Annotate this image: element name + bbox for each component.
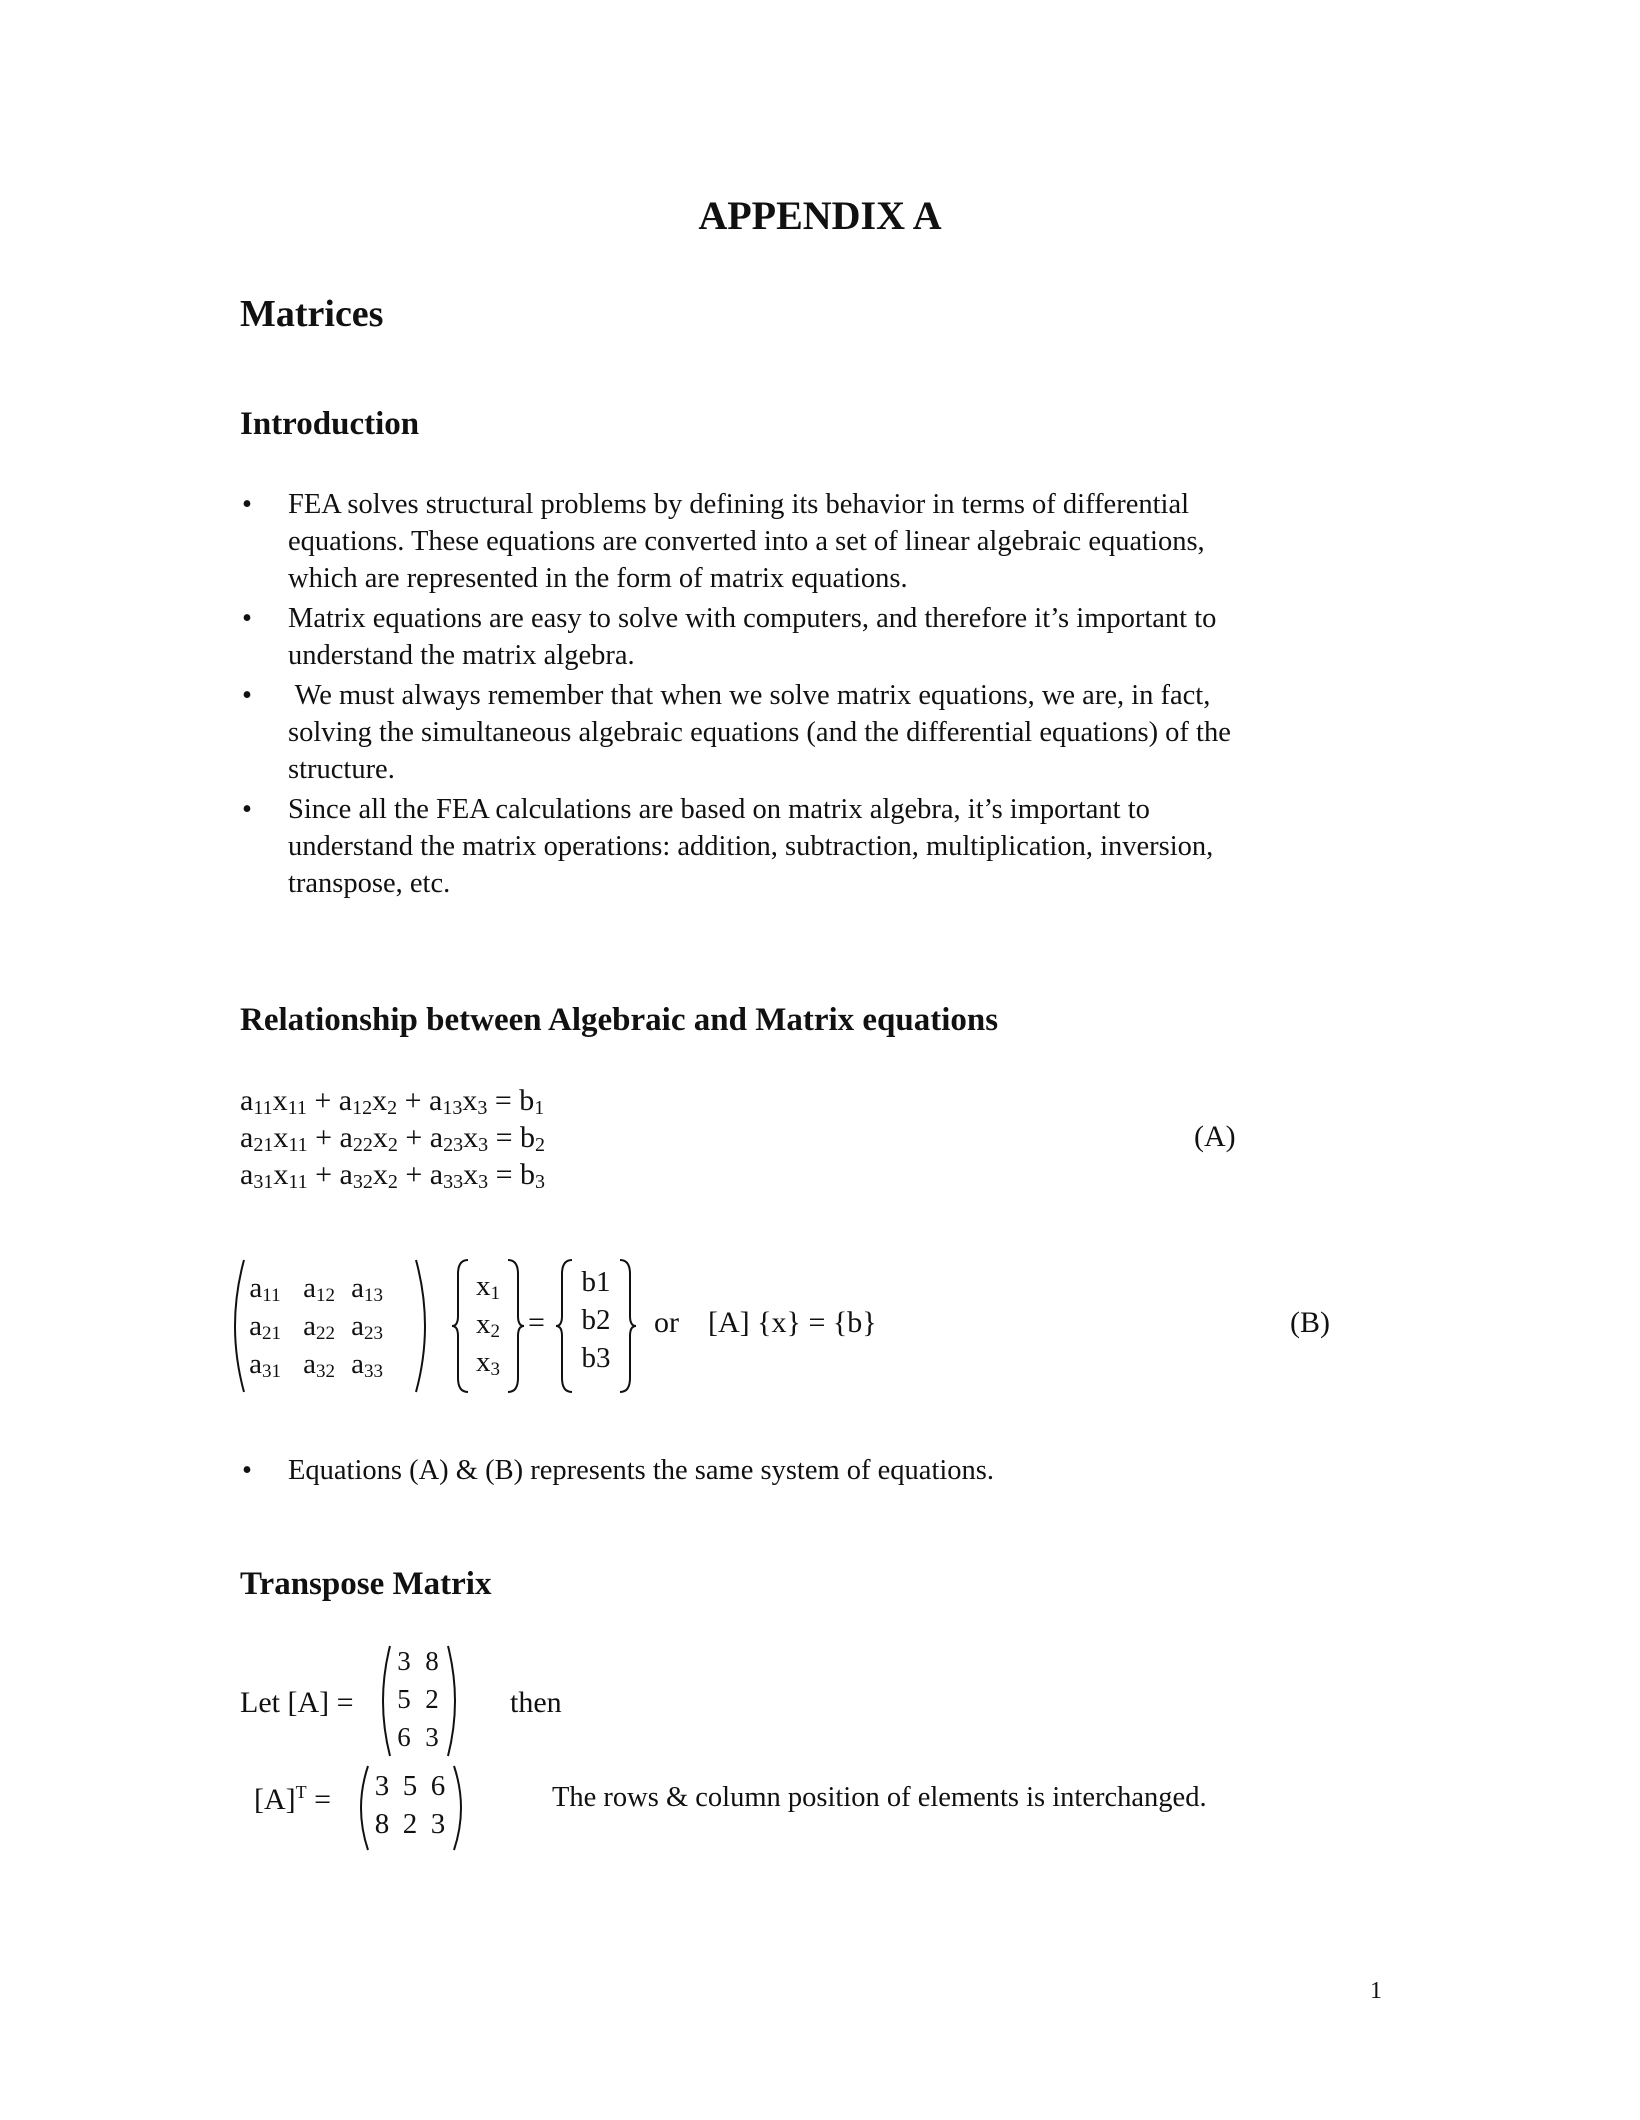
bullet-line: FEA solves structural problems by defining its behavior in terms of differential xyxy=(288,489,1190,520)
equals-sign: = xyxy=(528,1306,545,1339)
matrix-cell: $a_{21}$ xyxy=(249,1310,281,1344)
matrix-cell: $a_{12}$ xyxy=(303,1272,335,1306)
bullet-icon: • xyxy=(242,680,252,711)
equation-label-b: (B) xyxy=(1290,1306,1330,1339)
matrix-cell: $a_{23}$ xyxy=(351,1310,383,1344)
matrix-cell: 5 xyxy=(397,1684,411,1714)
matrix-cell: 2 xyxy=(425,1684,439,1714)
matrix-cell: 8 xyxy=(425,1646,439,1676)
matrix-cell: $a_{11}$ xyxy=(249,1272,281,1306)
matrix-cell: 6 xyxy=(397,1722,411,1752)
vector-cell: $x_3$ xyxy=(476,1346,500,1380)
matrix-cell: 6 xyxy=(430,1770,446,1802)
matrix-cell: $a_{31}$ xyxy=(249,1348,281,1382)
vector-cell: b2 xyxy=(581,1304,611,1336)
matrix-cell: 3 xyxy=(397,1646,411,1676)
bullet-item xyxy=(240,791,1370,902)
bullet-line: Since all the FEA calculations are based on matrix algebra, it’s important to xyxy=(288,794,1150,825)
vector-cell: b3 xyxy=(581,1342,611,1374)
bullet-line: understand the matrix operations: addition, subtraction, multiplication, inversion, xyxy=(288,831,1214,862)
appendix-title: APPENDIX A xyxy=(698,193,942,238)
matrix-cell: 8 xyxy=(374,1808,390,1840)
bullet-line: which are represented in the form of matrix equations. xyxy=(288,563,908,594)
or-text: or xyxy=(654,1306,679,1339)
matrix-cell: $a_{32}$ xyxy=(303,1348,335,1382)
let-text: Let [A] = xyxy=(240,1686,354,1719)
bullet-line: transpose, etc. xyxy=(288,868,451,899)
bullet-line: Matrix equations are easy to solve with computers, and therefore it’s important to xyxy=(288,603,1217,634)
bullet-item xyxy=(240,677,1370,788)
bullet-item xyxy=(240,1452,1370,1489)
matrix-a-transpose xyxy=(356,1762,466,1854)
bullet-item xyxy=(240,486,1370,597)
bullet-icon: • xyxy=(242,603,252,634)
matrix-cell: $a_{33}$ xyxy=(351,1348,383,1382)
bullet-line: We must always remember that when we solve matrix equations, we are, in fact, xyxy=(288,680,1211,711)
section-title: Matrices xyxy=(240,293,384,335)
bullet-icon: • xyxy=(242,1455,252,1486)
matrix-cell: 2 xyxy=(402,1808,418,1840)
transpose-heading: Transpose Matrix xyxy=(240,1566,492,1602)
page-number: 1 xyxy=(1370,1978,1382,2004)
introduction-heading: Introduction xyxy=(240,406,420,442)
vector-cell: $x_2$ xyxy=(476,1308,500,1342)
relationship-heading: Relationship between Algebraic and Matrix equations xyxy=(240,1002,999,1038)
bullet-line: equations. These equations are converted into a set of linear algebraic equations, xyxy=(288,526,1205,557)
bullet-icon: • xyxy=(242,489,252,520)
bullet-line: structure. xyxy=(288,754,395,785)
x-vector xyxy=(452,1256,524,1396)
matrix-cell: 3 xyxy=(374,1770,390,1802)
equation-label-a: (A) xyxy=(1194,1120,1236,1153)
bullet-line: understand the matrix algebra. xyxy=(288,640,635,671)
matrix-cell: $a_{13}$ xyxy=(351,1272,383,1306)
b-vector xyxy=(556,1256,636,1396)
compact-matrix-equation: [A] {x} = {b} xyxy=(708,1306,877,1339)
algebraic-equation-2: $a_{21}x_{11} + a_{22}x_2 + a_{23}x_3 = b_2$ xyxy=(240,1121,545,1156)
vector-cell: b1 xyxy=(581,1266,611,1298)
matrix-cell: 5 xyxy=(402,1770,418,1802)
matrix-cell: 3 xyxy=(425,1722,439,1752)
matrix-cell: 3 xyxy=(430,1808,446,1840)
bullet-line: Equations (A) & (B) represents the same system of equations. xyxy=(288,1455,995,1486)
relationship-bullets xyxy=(240,1452,1370,1492)
transpose-label: $[A]^T$ = xyxy=(254,1782,332,1816)
then-text: then xyxy=(510,1686,562,1719)
matrix-a xyxy=(378,1642,460,1760)
algebraic-equation-1: $a_{11}x_{11} + a_{12}x_2 + a_{13}x_3 = b_1$ xyxy=(240,1084,545,1119)
bullet-line: solving the simultaneous algebraic equations (and the differential equations) of the xyxy=(288,717,1231,748)
matrix-cell: $a_{22}$ xyxy=(303,1310,335,1344)
transpose-description: The rows & column position of elements is interchanged. xyxy=(552,1782,1207,1813)
algebraic-equation-3: $a_{31}x_{11} + a_{32}x_2 + a_{33}x_3 = b_3$ xyxy=(240,1158,545,1193)
coefficient-matrix xyxy=(230,1256,430,1396)
bullet-item xyxy=(240,600,1370,674)
bullet-icon: • xyxy=(242,794,252,825)
vector-cell: $x_1$ xyxy=(476,1270,500,1304)
introduction-bullets xyxy=(240,486,1370,905)
